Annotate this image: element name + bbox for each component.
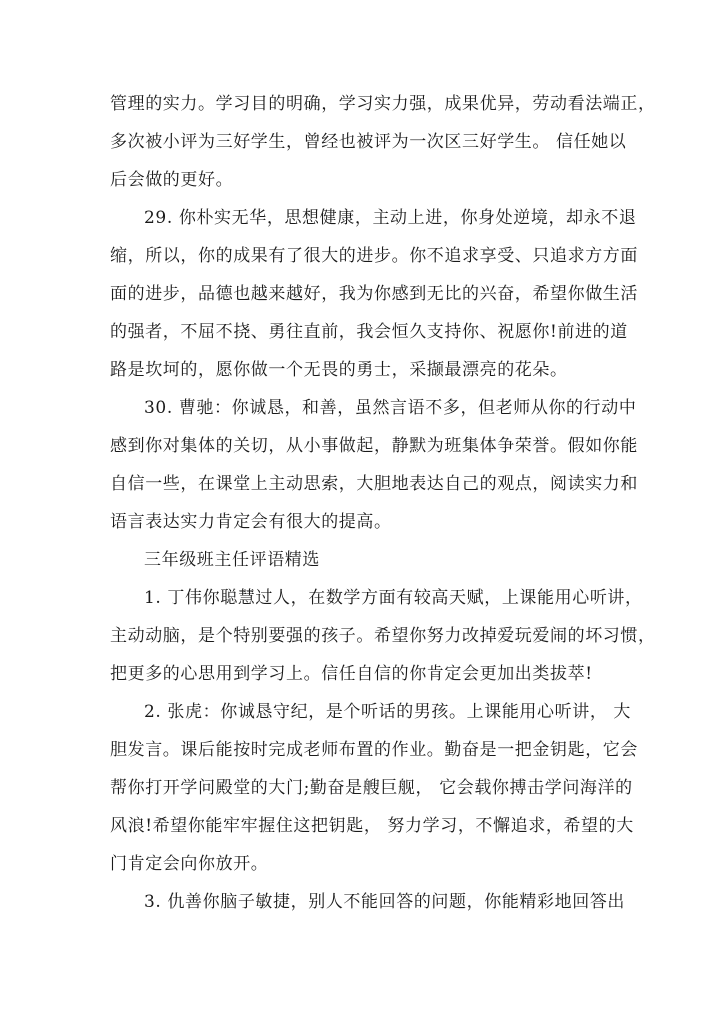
body-text-line: 门肯定会向你放开。 xyxy=(110,854,269,874)
body-text-line: 把更多的心思用到学习上。信任自信的你肯定会更加出类拔萃! xyxy=(110,664,593,684)
comment-item-3-first-line: 3. 仇善你脑子敏捷，别人不能回答的问题，你能精彩地回答出 xyxy=(144,892,626,912)
body-text-line: 帮你打开学问殿堂的大门;勤奋是艘巨舰， 它会载你搏击学问海洋的 xyxy=(110,778,633,798)
body-text-line: 主动动脑，是个特别要强的孩子。希望你努力改掉爱玩爱闹的坏习惯， xyxy=(110,626,656,646)
body-text-line: 的强者，不屈不挠、勇往直前，我会恒久支持你、祝愿你!前进的道 xyxy=(110,322,628,342)
comment-item-1-first-line: 1. 丁伟你聪慧过人，在数学方面有较高天赋，上课能用心听讲， xyxy=(144,588,643,608)
body-text-line: 风浪!希望你能牢牢握住这把钥匙， 努力学习，不懈追求，希望的大 xyxy=(110,816,634,836)
comment-item-2-first-line: 2. 张虎：你诚恳守纪，是个听话的男孩。上课能用心听讲， 大 xyxy=(144,702,632,722)
body-text-line: 胆发言。课后能按时完成老师布置的作业。勤奋是一把金钥匙，它会 xyxy=(110,740,638,760)
body-text-line: 自信一些，在课堂上主动思索，大胆地表达自己的观点，阅读实力和 xyxy=(110,474,638,494)
body-text-line: 语言表达实力肯定会有很大的提高。 xyxy=(110,512,392,532)
body-text-line: 面的进步，品德也越来越好，我为你感到无比的兴奋，希望你做生活 xyxy=(110,284,638,304)
body-text-line: 感到你对集体的关切，从小事做起，静默为班集体争荣誉。假如你能 xyxy=(110,436,638,456)
body-text-line: 多次被小评为三好学生，曾经也被评为一次区三好学生。 信任她以 xyxy=(110,132,627,152)
body-text-line: 路是坎坷的，愿你做一个无畏的勇士，采撷最漂亮的花朵。 xyxy=(110,360,568,380)
comment-item-30-first-line: 30. 曹驰：你诚恳，和善，虽然言语不多，但老师从你的行动中 xyxy=(144,398,637,418)
body-text-line: 缩，所以，你的成果有了很大的进步。你不追求享受、只追求方方面 xyxy=(110,246,638,266)
body-text-line: 管理的实力。学习目的明确，学习实力强，成果优异，劳动看法端正， xyxy=(110,94,656,114)
body-text-line: 后会做的更好。 xyxy=(110,170,234,190)
comment-item-29-first-line: 29. 你朴实无华，思想健康，主动上进，你身处逆境，却永不退 xyxy=(144,208,637,228)
section-heading: 三年级班主任评语精选 xyxy=(144,550,320,570)
